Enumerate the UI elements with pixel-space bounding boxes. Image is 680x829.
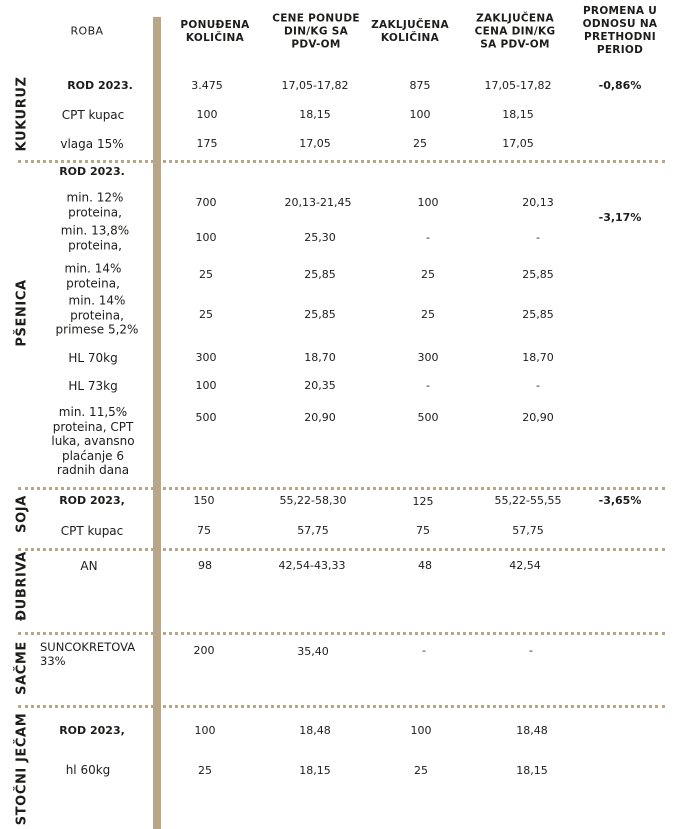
cell-zakljucena-cena: 18,70 <box>522 351 554 364</box>
section-label-soja: SOJA <box>14 495 30 533</box>
cell-roba: CPT kupac <box>60 523 124 538</box>
cell-zakljucena-kolicina: - <box>422 644 426 657</box>
cell-cena-ponude: 20,13-21,45 <box>284 196 352 209</box>
cell-ponudjena-kolicina: 700 <box>195 196 217 209</box>
cell-cena-ponude: 57,75 <box>297 524 329 537</box>
cell-ponudjena-kolicina: 500 <box>195 411 217 424</box>
header-zakljucena-kolicina: ZAKLJUČENA KOLIČINA <box>371 19 449 44</box>
cell-cena-ponude: 55,22-58,30 <box>279 494 347 507</box>
cell-ponudjena-kolicina: 300 <box>195 351 217 364</box>
cell-zakljucena-kolicina: 100 <box>410 724 432 737</box>
cell-cena-ponude: 18,15 <box>299 764 331 777</box>
cell-cena-ponude: 42,54-43,33 <box>278 559 346 572</box>
cell-zakljucena-kolicina: 500 <box>417 411 439 424</box>
cell-zakljucena-kolicina: 125 <box>412 495 434 508</box>
cell-ponudjena-kolicina: 150 <box>193 494 215 507</box>
cell-zakljucena-cena: 25,85 <box>522 308 554 321</box>
cell-ponudjena-kolicina: 100 <box>196 108 218 121</box>
cell-cena-ponude: 17,05-17,82 <box>281 79 349 92</box>
cell-zakljucena-cena: 17,05-17,82 <box>484 79 552 92</box>
cell-roba: ROD 2023. <box>67 79 133 92</box>
cell-roba: hl 60kg <box>65 762 111 777</box>
cell-roba: min. 11,5% proteina, CPT luka, avansno plaćanje 6 radnih dana <box>51 404 135 477</box>
cell-cena-ponude: 35,40 <box>297 645 329 658</box>
cell-ponudjena-kolicina: 200 <box>193 644 215 657</box>
section-divider <box>18 487 665 490</box>
cell-ponudjena-kolicina: 175 <box>196 137 218 150</box>
cell-cena-ponude: 25,85 <box>304 308 336 321</box>
section-label-sacme: SAČME <box>14 641 30 695</box>
section-divider <box>18 705 665 708</box>
header-zakljucena-cena: ZAKLJUČENA CENA DIN/KG SA PDV-OM <box>474 12 556 51</box>
cell-roba: ROD 2023. <box>59 165 125 178</box>
cell-roba: vlaga 15% <box>60 136 124 151</box>
cell-cena-ponude: 20,35 <box>304 379 336 392</box>
section-label-kukuruz: KUKURUZ <box>14 76 30 152</box>
cell-zakljucena-kolicina: - <box>426 231 430 244</box>
cell-zakljucena-kolicina: 25 <box>421 268 435 281</box>
cell-zakljucena-cena: - <box>536 231 540 244</box>
cell-roba: min. 12% proteina, <box>66 190 124 219</box>
cell-zakljucena-cena: 18,48 <box>516 724 548 737</box>
cell-cena-ponude: 25,85 <box>304 268 336 281</box>
cell-zakljucena-cena: 57,75 <box>512 524 544 537</box>
cell-zakljucena-kolicina: - <box>426 379 430 392</box>
cell-ponudjena-kolicina: 25 <box>199 268 213 281</box>
section-divider <box>18 632 665 635</box>
cell-roba: min. 14% proteina, primese 5,2% <box>55 293 139 337</box>
cell-zakljucena-kolicina: 75 <box>416 524 430 537</box>
cell-zakljucena-kolicina: 25 <box>413 137 427 150</box>
cell-roba: HL 73kg <box>68 378 118 393</box>
cell-zakljucena-kolicina: 48 <box>418 559 432 572</box>
cell-zakljucena-kolicina: 875 <box>409 79 431 92</box>
header-cene-ponude: CENE PONUDE DIN/KG SA PDV-OM <box>272 12 360 51</box>
cell-promena: -3,65% <box>598 494 642 507</box>
cell-cena-ponude: 20,90 <box>304 411 336 424</box>
cell-zakljucena-cena: 20,13 <box>522 196 554 209</box>
cell-ponudjena-kolicina: 100 <box>195 231 217 244</box>
cell-roba: AN <box>80 558 98 573</box>
cell-roba: min. 13,8% proteina, <box>60 223 130 252</box>
cell-cena-ponude: 18,70 <box>304 351 336 364</box>
cell-cena-ponude: 17,05 <box>299 137 331 150</box>
cell-ponudjena-kolicina: 25 <box>198 764 212 777</box>
cell-zakljucena-kolicina: 25 <box>421 308 435 321</box>
cell-zakljucena-cena: 17,05 <box>502 137 534 150</box>
cell-roba: SUNCOKRETOVA 33% <box>40 640 136 668</box>
cell-roba: CPT kupac <box>61 107 125 122</box>
cell-cena-ponude: 18,15 <box>299 108 331 121</box>
cell-zakljucena-cena: 25,85 <box>522 268 554 281</box>
cell-zakljucena-kolicina: 300 <box>417 351 439 364</box>
cell-roba: ROD 2023, <box>59 724 125 737</box>
section-label-djubriva: ĐUBRIVA <box>14 551 30 621</box>
cell-zakljucena-cena: 42,54 <box>509 559 541 572</box>
cell-zakljucena-cena: - <box>529 644 533 657</box>
section-label-stocni-jecam: STOČNI JEČAM <box>14 712 30 826</box>
cell-ponudjena-kolicina: 25 <box>199 308 213 321</box>
cell-roba: min. 14% proteina, <box>64 261 122 290</box>
header-roba: ROBA <box>70 24 104 38</box>
cell-ponudjena-kolicina: 98 <box>198 559 212 572</box>
cell-ponudjena-kolicina: 100 <box>194 724 216 737</box>
cell-roba: HL 70kg <box>68 350 118 365</box>
cell-ponudjena-kolicina: 3.475 <box>191 79 223 92</box>
cell-zakljucena-cena: 20,90 <box>522 411 554 424</box>
section-divider <box>18 160 665 163</box>
cell-zakljucena-cena: 18,15 <box>502 108 534 121</box>
cell-zakljucena-cena: 18,15 <box>516 764 548 777</box>
cell-zakljucena-kolicina: 100 <box>417 196 439 209</box>
section-divider <box>18 548 665 551</box>
vertical-divider-bar <box>153 17 161 829</box>
cell-cena-ponude: 25,30 <box>304 231 336 244</box>
cell-roba: ROD 2023, <box>59 494 125 507</box>
cell-zakljucena-kolicina: 100 <box>409 108 431 121</box>
header-promena: PROMENA U ODNOSU NA PRETHODNI PERIOD <box>582 5 658 56</box>
cell-zakljucena-kolicina: 25 <box>414 764 428 777</box>
header-ponudjena-kolicina: PONUĐENA KOLIČINA <box>180 19 250 44</box>
cell-zakljucena-cena: - <box>536 379 540 392</box>
cell-ponudjena-kolicina: 75 <box>197 524 211 537</box>
section-label-psenica: PŠENICA <box>14 279 30 347</box>
cell-promena: -0,86% <box>598 79 642 92</box>
cell-promena: -3,17% <box>598 211 642 224</box>
cell-zakljucena-cena: 55,22-55,55 <box>494 494 562 507</box>
cell-cena-ponude: 18,48 <box>299 724 331 737</box>
cell-ponudjena-kolicina: 100 <box>195 379 217 392</box>
